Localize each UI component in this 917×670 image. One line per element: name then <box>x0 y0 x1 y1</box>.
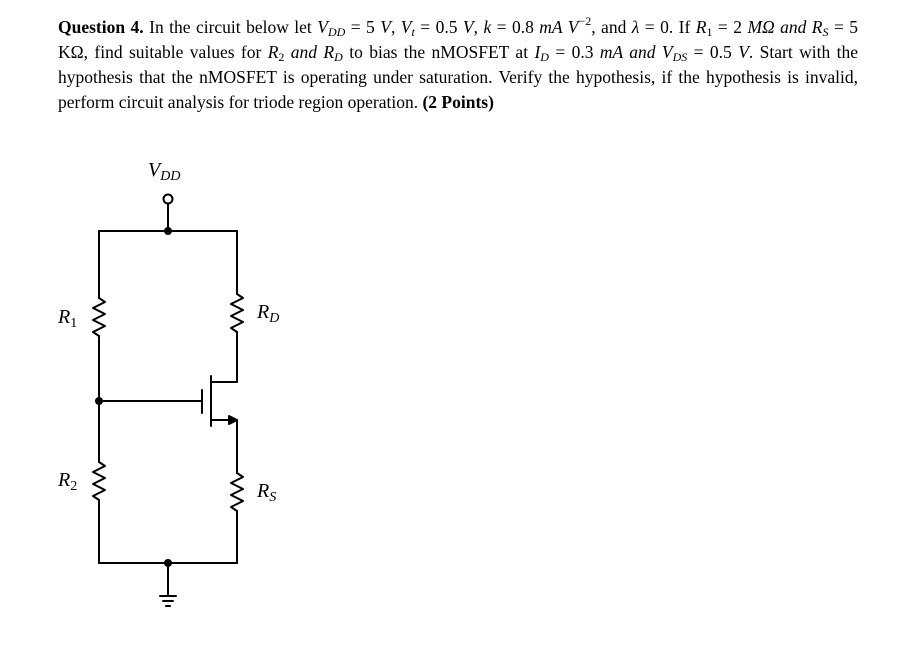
math-sub: DS <box>672 50 688 64</box>
text: = 0.5 <box>687 42 739 62</box>
text: , <box>390 17 401 37</box>
math: and R <box>290 42 335 62</box>
r1-resistor <box>93 298 105 336</box>
math: λ <box>631 17 640 37</box>
math: mA and V <box>599 42 673 62</box>
math: MΩ and R <box>747 17 823 37</box>
math: V <box>317 17 328 37</box>
rd-resistor <box>231 294 243 332</box>
rd-label: $R_D$ <box>257 301 280 326</box>
text: = 2 <box>712 17 748 37</box>
math: V <box>462 17 474 37</box>
vdd-terminal <box>164 195 173 204</box>
text: = 0.5 <box>414 17 463 37</box>
math: I <box>534 42 541 62</box>
text: = 5 <box>345 17 381 37</box>
math-sub: D <box>334 50 343 64</box>
text: to bias the nMOSFET at <box>342 42 535 62</box>
math: k <box>483 17 492 37</box>
text: = 0. If <box>639 17 696 37</box>
rs-label: $R_S$ <box>257 480 277 505</box>
text: , <box>473 17 484 37</box>
question-number: Question 4. <box>58 17 144 37</box>
math-sub: 1 <box>706 25 713 39</box>
math-sub: D <box>540 50 549 64</box>
math: V <box>738 42 749 62</box>
math-sub: 2 <box>278 50 285 64</box>
math: mA V <box>539 17 579 37</box>
math-sub: DD <box>327 25 346 39</box>
math-sub: S <box>822 25 829 39</box>
points-label: (2 Points) <box>422 92 494 112</box>
text: = 0.8 <box>491 17 540 37</box>
math-sup: −2 <box>578 14 592 28</box>
text: = 0.3 <box>548 42 600 62</box>
junction-dot <box>164 227 172 235</box>
r1-label: $R_1$ <box>58 306 78 331</box>
text: = 5 KΩ, find suitable values for <box>58 17 859 62</box>
rs-resistor <box>231 473 243 511</box>
r2-label: $R_2$ <box>58 469 78 494</box>
junction-dot <box>164 559 172 567</box>
vdd-label: $V_{DD}$ <box>148 159 181 184</box>
math-sub: t <box>411 25 415 39</box>
source-arrow <box>229 416 237 424</box>
r2-resistor <box>93 462 105 500</box>
math: R <box>267 42 279 62</box>
text: , and <box>591 17 632 37</box>
junction-dot <box>95 397 103 405</box>
math: V <box>380 17 391 37</box>
math: V <box>400 17 412 37</box>
text: In the circuit below let <box>143 17 318 37</box>
text: . Start with the hypothesis that the nMOSFET is operating under saturation. Verify the hypothesis, if the hypothesis is invalid, perform circuit analysis for triode region operation. <box>58 42 858 112</box>
math: R <box>695 17 707 37</box>
